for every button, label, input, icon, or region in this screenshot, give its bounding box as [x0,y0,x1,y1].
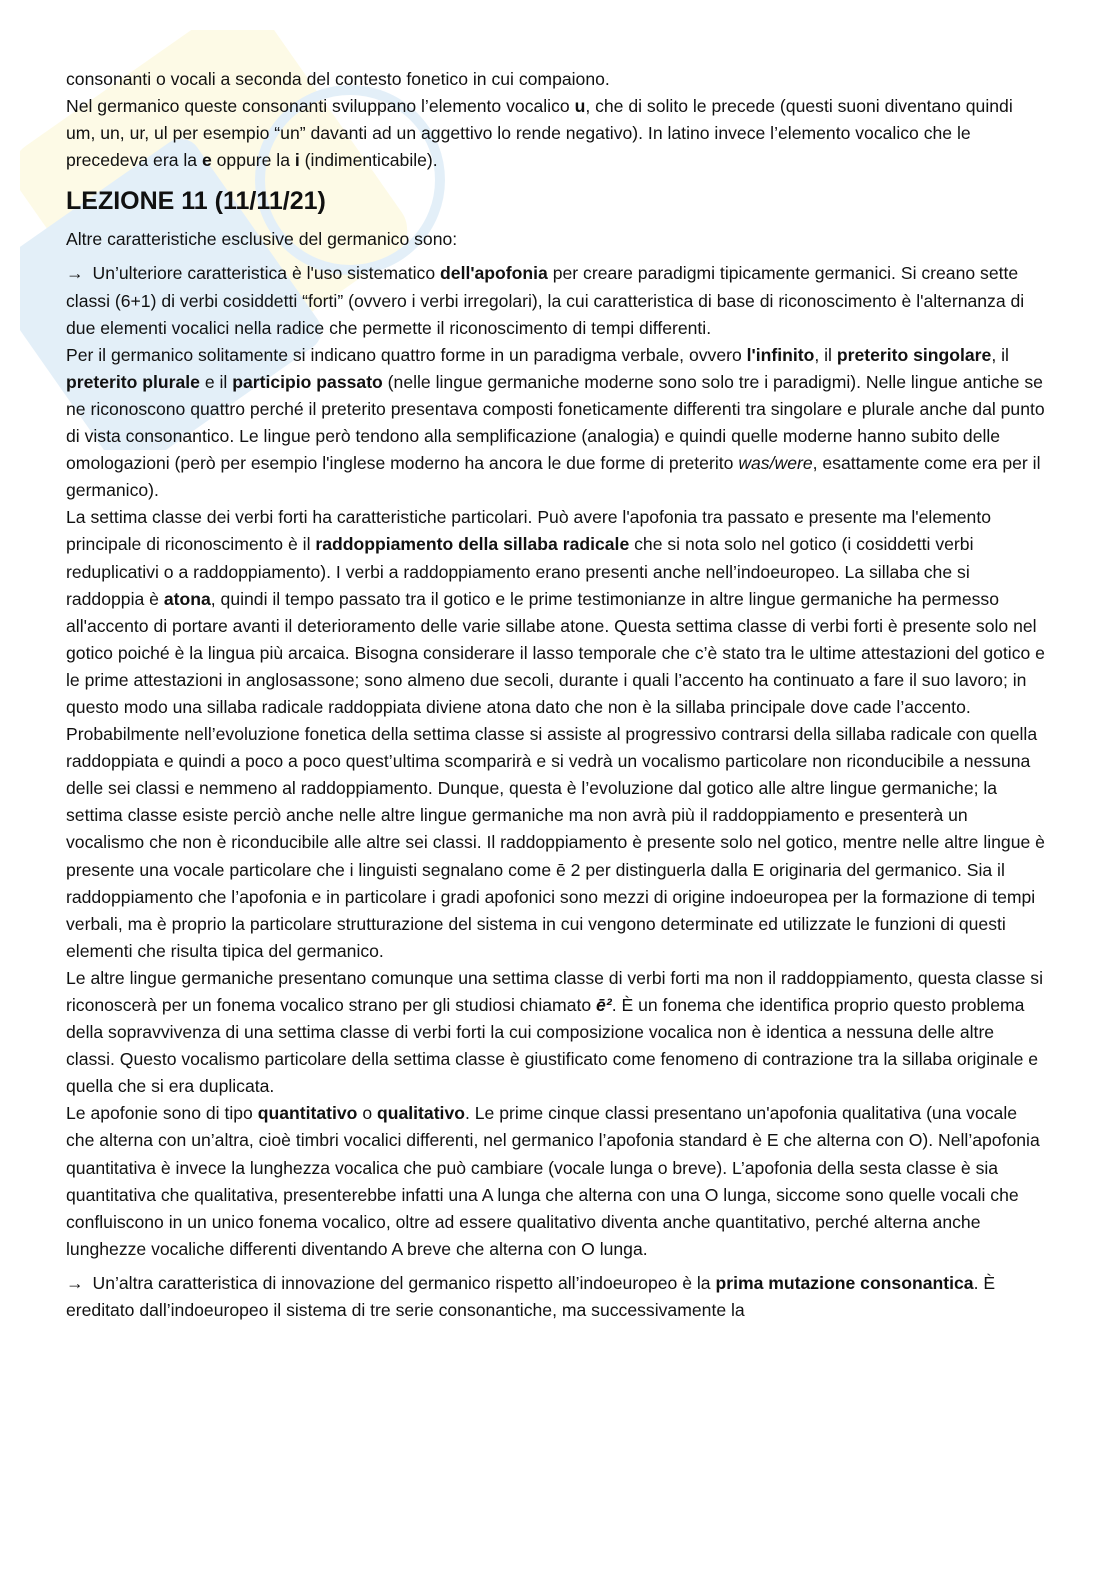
paragraph-0: consonanti o vocali a seconda del contesto fonetico in cui compaiono. [66,69,610,89]
document-body [66,66,1046,1324]
paragraph-fonema: Le altre lingue germaniche presentano comunque una settima classe di verbi forti ma non il raddoppiamento, questa classe si riconoscerà per un fonema vocalico strano per gli studiosi chiamato ē². È un fonema che identifica proprio questo problema della sopravvivenza di una settima classe di verbi forti la cui composizione vocalica non è identica a nessuna delle altre classi. Questo vocalismo particolare della settima classe è giustificato come fenomeno di contrazione tra la sillaba originale e quella che si era duplicata. [66,967,1044,1097]
paragraph-apofonia [66,260,1046,341]
paragraph-apofonia-text: Un’ulteriore caratteristica è l'uso sistematico dell'apofonia per creare paradigmi tipicamente germanici. Si creano sette classi (6+1) di verbi cosiddetti “forti” (ovvero i verbi irregolari), la cui caratteristica di base di riconoscimento è l'alternanza di due elementi vocalici nella radice che permette il riconoscimento di tempi differenti. [66,263,1025,338]
arrow-icon: → [66,263,84,284]
paragraph-apofonie-tipo: Le apofonie sono di tipo quantitativo o qualitativo. Le prime cinque classi presentano un'apofonia qualitativa (una vocale che alterna con un’altra, cioè timbri vocalici differenti, nel germanico l’apofonia standard è E che alterna con O). Nell’apofonia quantitativa è invece la lunghezza vocalica che può cambiare (vocale lunga o breve). L’apofonia della sesta classe è sia quantitativa che qualitativa, presenterebbe infatti una A lunga che alterna con una O lunga, siccome sono quelle vocali che confluiscono in un unico fonema vocalico, oltre ad essere qualitativo diventa anche quantitativo, perché alterna anche lunghezze vocaliche differenti diventando A breve che alterna con O lunga. [66,1103,1040,1259]
paragraph-mutazione [66,1270,1046,1324]
arrow-icon: → [66,1272,84,1293]
paragraph-1: Nel germanico queste consonanti sviluppano l’elemento vocalico u, che di solito le precede (questi suoni diventano quindi um, un, ur, ul per esempio “un” davanti ad un aggettivo lo rende negativo). In latino invece l’elemento vocalico che le precedeva era la e oppure la i (indimenticabile). [66,96,1013,171]
paragraph-mutazione-text: Un’altra caratteristica di innovazione del germanico rispetto all’indoeuropeo è la prima mutazione consonantica. È ereditato dall’indoeuropeo il sistema di tre serie consonantiche, ma successivamente la [66,1272,996,1321]
paragraph-paradigma: Per il germanico solitamente si indicano quattro forme in un paradigma verbale, ovvero l'infinito, il preterito singolare, il preterito plurale e il participio passato (nelle lingue germaniche moderne sono solo tre i paradigmi). Nelle lingue antiche se ne riconoscono quattro perché il preterito presentava composti foneticamente differenti tra singolare e plurale anche dal punto di vista consonantico. Le lingue però tendono alla semplificazione (analogia) e quindi quelle moderne hanno subito delle omologazioni (però per esempio l'inglese moderno ha ancora le due forme di preterito was/were, esattamente come era per il germanico). [66,344,1045,501]
paragraph-settima-classe: La settima classe dei verbi forti ha caratteristiche particolari. Può avere l'apofonia tra passato e presente ma l'elemento principale di riconoscimento è il raddoppiamento della sillaba radicale che si nota solo nel gotico (i cosiddetti verbi reduplicativi o a raddoppiamento). I verbi a raddoppiamento erano presenti anche nell’indoeuropeo. La sillaba che si raddoppia è atona, quindi il tempo passato tra il gotico e le prime testimonianze in altre lingue germaniche ha permesso all'accento di portare avanti il deterioramento delle varie sillabe atone. Questa settima classe di verbi forti è presente solo nel gotico poiché è la lingua più arcaica. Bisogna considerare il lasso temporale che c’è stato tra le ultime attestazioni del gotico e le prime attestazioni in anglosassone; sono almeno due secoli, durante i quali l’accento ha continuato a fare il suo lavoro; in questo modo una sillaba radicale raddoppiata diviene atona dato che non è la sillaba principale dove cade l’accento. Probabilmente nell’evoluzione fonetica della settima classe si assiste al progressivo contrarsi della sillaba radicale con quella raddoppiata e quindi a poco a poco quest’ultima scomparirà e si vedrà un vocalismo particolare non riconducibile a nessuna delle sei classi e nemmeno al raddoppiamento. Dunque, questa è l’evoluzione dal gotico alle altre lingue germaniche; la settima classe esiste perciò anche nelle altre lingue germaniche ma non avrà più il raddoppiamento e presenterà un vocalismo che non è riconducibile alle altre sei classi. Il raddoppiamento è presente solo nel gotico, mentre nelle altre lingue è presente una vocale particolare che i linguisti segnalano come ē 2 per distinguerla dalla E originaria del germanico. Sia il raddoppiamento che l’apofonia e in particolare i gradi apofonici sono mezzi di origine indoeuropea per la formazione di tempi verbali, ma è proprio la particolare strutturazione del sistema in cui vengono determinate ed utilizzate le funzioni di questi elementi che risulta tipica del germanico. [66,507,1045,961]
lesson-heading: LEZIONE 11 (11/11/21) [66,187,326,216]
intro-line: Altre caratteristiche esclusive del germanico sono: [66,229,458,250]
